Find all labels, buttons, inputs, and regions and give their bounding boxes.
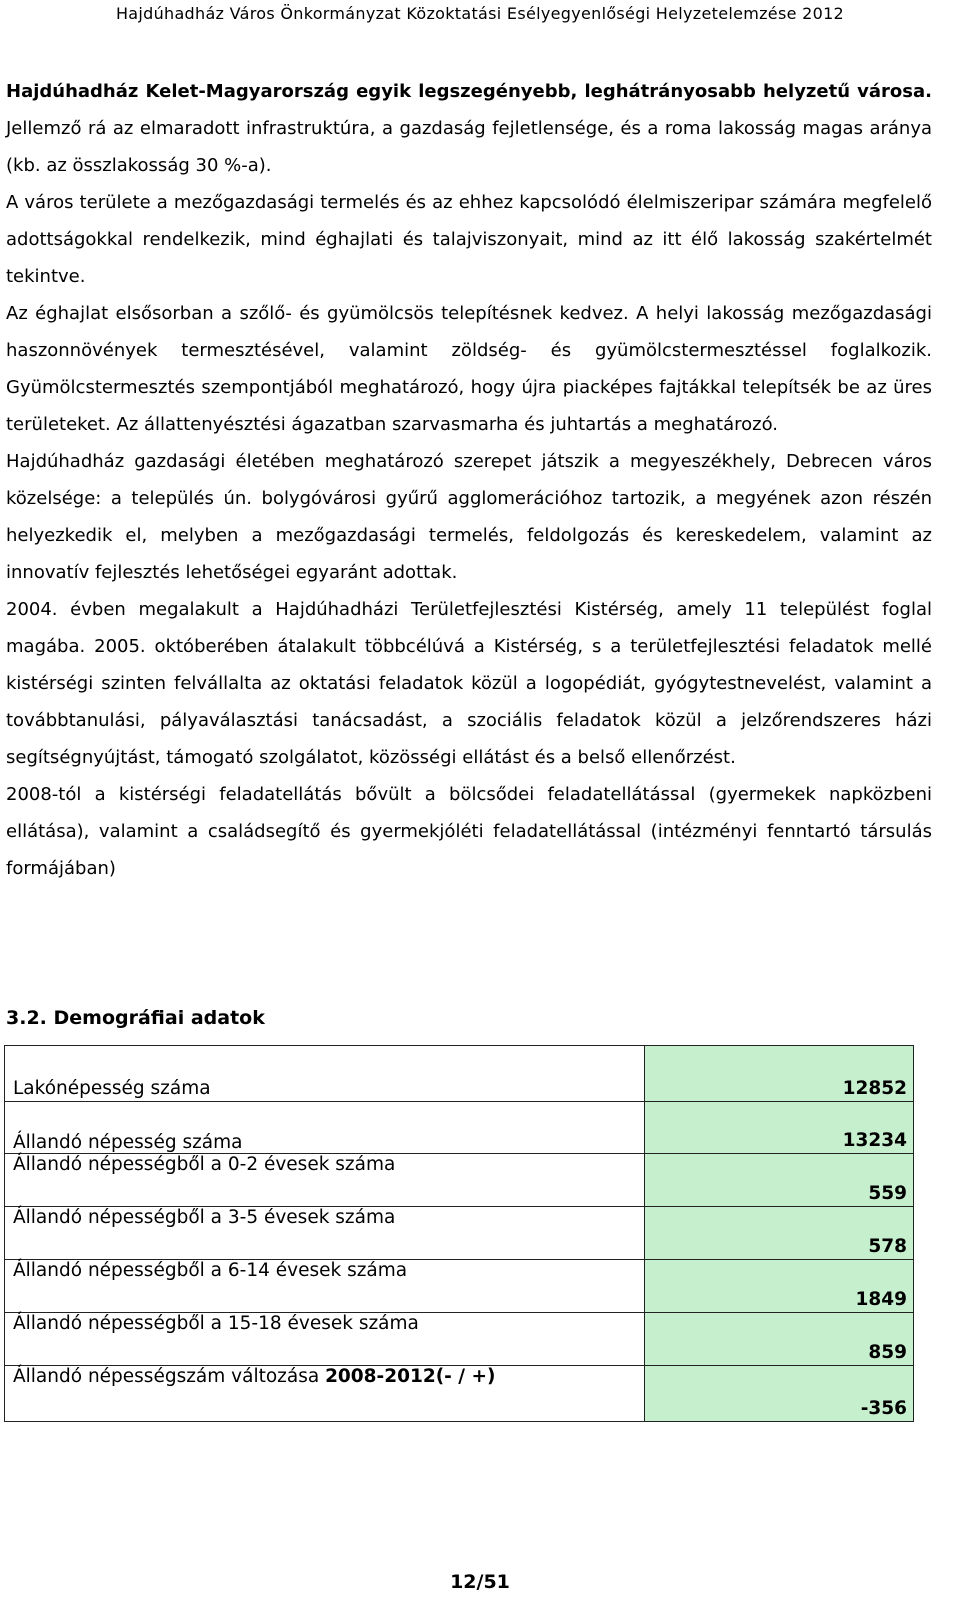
body-text [6,73,932,887]
table-row [5,1260,914,1313]
row-label: Állandó népességből a 0-2 évesek száma [5,1154,645,1207]
row-value: -356 [645,1366,914,1422]
row-value: 1849 [645,1260,914,1313]
paragraph-2: A város területe a mezőgazdasági termelés és az ehhez kapcsolódó élelmiszeripar számára megfelelő adottságokkal rendelkezik, mind éghajlati és talajviszonyait, mind az itt élő lakosság szakértelmét tekintve. [6,192,932,287]
table-row [5,1102,914,1154]
row-label: Állandó népességből a 6-14 évesek száma [5,1260,645,1313]
row-label: Lakónépesség száma [5,1046,645,1102]
row-value: 578 [645,1207,914,1260]
table-row [5,1154,914,1207]
table-row [5,1046,914,1102]
table-row [5,1366,914,1422]
paragraph-4: Hajdúhadház gazdasági életében meghatározó szerepet játszik a megyeszékhely, Debrecen város közelsége: a település ún. bolygóvárosi gyűrű agglomerációhoz tartozik, a megyének azon részén helyezkedik el, melyben a mezőgazdasági termelés, feldolgozás és kereskedelem, valamint az innovatív fejlesztés lehetőségei egyaránt adottak. [6,451,932,583]
table-row [5,1313,914,1366]
row-value: 559 [645,1154,914,1207]
row-label: Állandó népességből a 3-5 évesek száma [5,1207,645,1260]
row-label: Állandó népesség száma [5,1102,645,1154]
demographics-table [4,1045,914,1422]
row-label [5,1366,645,1422]
row-label-text: Állandó népességszám változása [13,1366,326,1387]
row-label-period: 2008-2012(- / +) [325,1366,496,1387]
row-value: 859 [645,1313,914,1366]
paragraph-6: 2008-tól a kistérségi feladatellátás bővült a bölcsődei feladatellátással (gyermekek napközbeni ellátása), valamint a családsegítő és gyermekjóléti feladatellátással (intézményi fenntartó társulás formájában) [6,784,932,879]
document-header: Hajdúhadház Város Önkormányzat Közoktatási Esélyegyenlőségi Helyzetelemzése 2012 [115,4,845,23]
paragraph-5: 2004. évben megalakult a Hajdúhadházi Területfejlesztési Kistérség, amely 11 települést foglal magába. 2005. októberében átalakult többcélúvá a Kistérség, s a területfejlesztési feladatok mellé kistérségi szinten felvállalta az oktatási feladatok közül a logopédiát, gyógytestnevelést, valamint a továbbtanulási, pályaválasztási tanácsadást, a szociális feladatok közül a jelzőrendszeres házi segítségnyújtást, támogató szolgálatot, közösségi ellátást és a belső ellenőrzést. [6,599,932,768]
paragraph-1 [6,73,932,184]
row-value: 12852 [645,1046,914,1102]
page-number: 12/51 [450,1571,510,1593]
row-value: 13234 [645,1102,914,1154]
paragraph-3: Az éghajlat elsősorban a szőlő- és gyümölcsös telepítésnek kedvez. A helyi lakosság mezőgazdasági haszonnövények termesztésével, valamint zöldség- és gyümölcstermesztéssel foglalkozik. Gyümölcstermesztés szempontjából meghatározó, hogy újra piacképes fajtákkal telepítsék be az üres területeket. Az állattenyésztési ágazatban szarvasmarha és juhtartás a meghatározó. [6,303,932,435]
paragraph-1-bold: Hajdúhadház Kelet-Magyarország egyik legszegényebb, leghátrányosabb helyzetű városa. [6,81,932,102]
paragraph-1-rest: Jellemző rá az elmaradott infrastruktúra, a gazdaság fejletlensége, és a roma lakosság magas aránya (kb. az összlakosság 30 %-a). [6,118,932,176]
table-row [5,1207,914,1260]
section-title: 3.2. Demográfiai adatok [6,1007,265,1029]
row-label: Állandó népességből a 15-18 évesek száma [5,1313,645,1366]
